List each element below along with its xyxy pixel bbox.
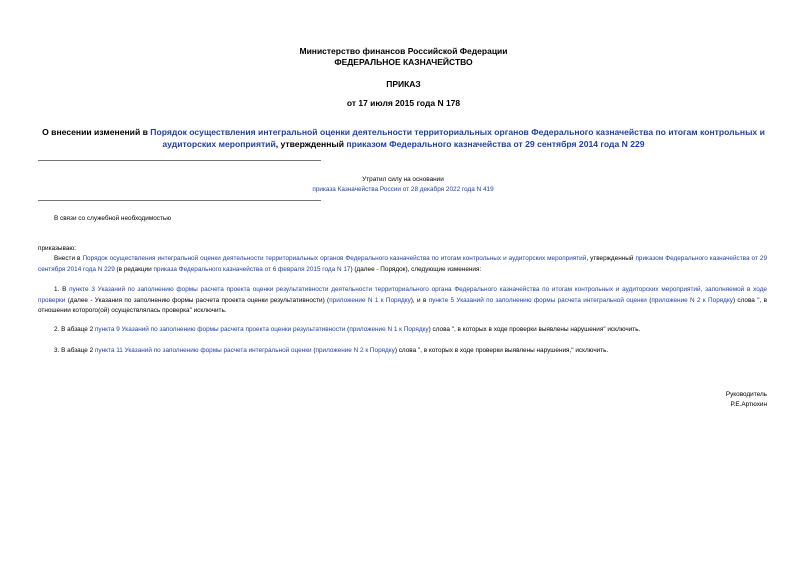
- order-word: приказываю:: [38, 245, 76, 252]
- signature-name: Р.Е.Артюхин: [730, 401, 767, 408]
- link-order-17[interactable]: приказа Федерального казначейства от 6 февраля 2015 года N 17: [153, 265, 351, 273]
- link-appendix-1-b[interactable]: приложение N 1 к Порядку: [349, 326, 429, 333]
- link-point-11[interactable]: пункта 11 Указаний по заполнению формы расчета интегральной оценки: [94, 347, 312, 354]
- document-type: ПРИКАЗ: [386, 79, 421, 89]
- document-date-number: от 17 июля 2015 года N 178: [346, 98, 461, 108]
- link-appendix-1[interactable]: приложение N 1 к Порядку: [329, 296, 411, 304]
- intro-text: В связи со служебной необходимостью: [54, 215, 172, 222]
- link-order-229[interactable]: приказом Федерального казначейства от 29 сентября 2014 года N 229: [38, 255, 767, 273]
- paragraph-3: 3. В абзаце 2 пункта 11 Указаний по заполнению формы расчета интегральной оценки (приложение N 2 к Порядку) слова ", в которых в ходе проверки выявлены нарушения," исключить.: [54, 347, 609, 354]
- treasury-name: ФЕДЕРАЛЬНОЕ КАЗНАЧЕЙСТВО: [334, 57, 473, 67]
- paragraph-1: 1. В пункте 3 Указаний по заполнению формы расчета проекта оценки результативности деятельности территориального органа Федерального казначейства по итогам контрольных и аудиторских мероприятий, заполняемой в ходе проверки (далее - Указания по заполнению формы расчета проекта оценки результативности) (приложение N 1 к Порядку), и в пункте 5 Указаний по заполнению формы расчета интегральной оценки (приложение N 2 к Порядку) слова ", в отношении которого(ой) осуществлялась проверка" исключить.: [38, 286, 767, 314]
- document-title: О внесении изменений в Порядок осуществления интегральной оценки деятельности территориальных органов Федерального казначейства по итогам контрольных и аудиторских мероприятий, утвержденный приказом Федерального казначейства от 29 сентября 2014 года N 229: [42, 127, 765, 149]
- link-point-5[interactable]: пункте 5 Указаний по заполнению формы расчета интегральной оценки: [428, 296, 647, 304]
- divider-bottom: [38, 200, 321, 201]
- link-appendix-2[interactable]: приложение N 2 к Порядку: [651, 296, 733, 304]
- title-link-procedure[interactable]: Порядок осуществления интегральной оценки деятельности территориальных органов Федерального казначейства по итогам контрольных и аудиторских мероприятий: [150, 127, 765, 149]
- title-link-order-229[interactable]: приказом Федерального казначейства от 29 сентября 2014 года N 229: [346, 139, 645, 149]
- link-appendix-2-b[interactable]: приложение N 2 к Порядку: [315, 347, 395, 354]
- link-procedure[interactable]: Порядок осуществления интегральной оценки деятельности территориальных органов Федерального казначейства по итогам контрольных и аудиторских мероприятий: [82, 255, 587, 262]
- status-label: Утратил силу на основании: [362, 176, 444, 183]
- link-point-3[interactable]: пункте 3 Указаний по заполнению формы расчета проекта оценки результативности деятельности территориального органа Федерального казначейства по итогам контрольных и аудиторских мероприятий, заполняемой в ходе проверки: [38, 286, 767, 304]
- paragraph-2: 2. В абзаце 2 пункта 9 Указаний по заполнению формы расчета проекта оценки результативности (приложение N 1 к Порядку) слова ", в которых в ходе проверки выявлены нарушения" исключить.: [54, 326, 641, 333]
- link-point-9[interactable]: пункта 9 Указаний по заполнению формы расчета проекта оценки результативности: [94, 326, 346, 333]
- signature-position: Руководитель: [725, 391, 767, 398]
- ministry-name: Министерство финансов Российской Федерации: [299, 46, 508, 56]
- status-link-order-419[interactable]: приказа Казначейства России от 28 декабря 2022 года N 419: [312, 186, 494, 193]
- paragraph-main: Внести в Порядок осуществления интегральной оценки деятельности территориальных органов Федерального казначейства по итогам контрольных и аудиторских мероприятий, утвержденный приказом Федерального казначейства от 29 сентября 2014 года N 229 (в редакции приказа Федерального казначейства от 6 февраля 2015 года N 17) (далее - Порядок), следующие изменения:: [38, 255, 767, 273]
- divider-top: [38, 160, 321, 161]
